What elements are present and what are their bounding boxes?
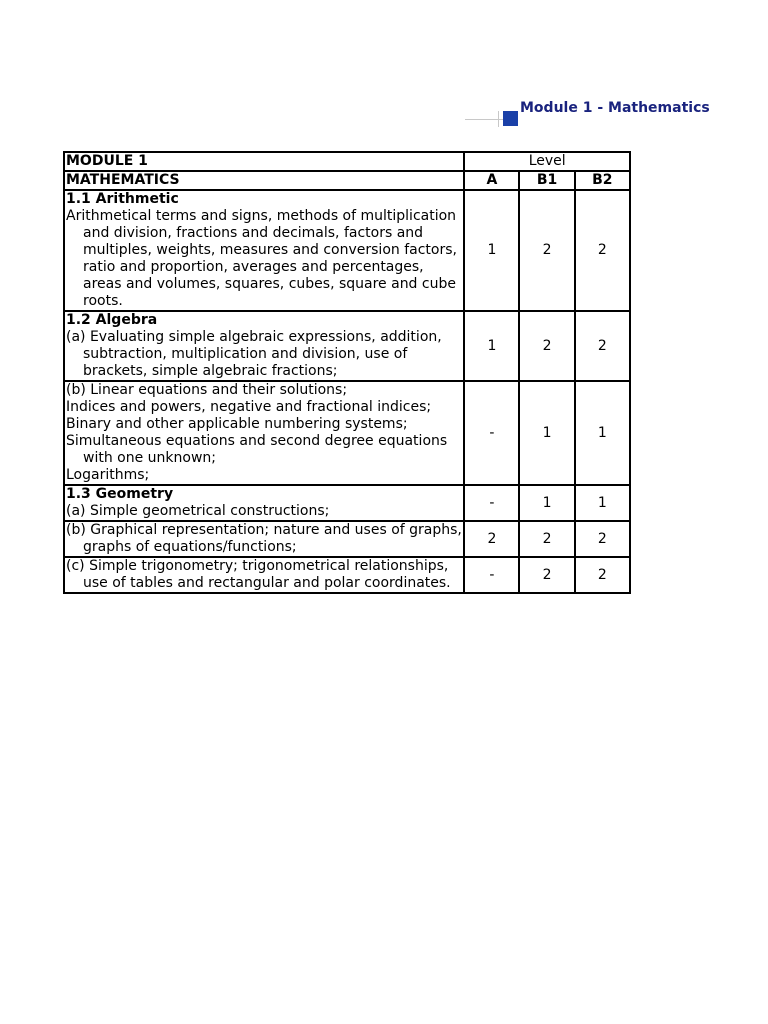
level-a-value: 1 <box>464 311 519 381</box>
table-row <box>64 485 630 521</box>
level-a-value: - <box>464 557 519 593</box>
topic-text: (b) Graphical representation; nature and uses of graphs, graphs of equations/functions; <box>66 522 462 555</box>
topic-text: Logarithms; <box>66 467 150 483</box>
topic-cell <box>64 311 464 381</box>
level-b2-value: 2 <box>575 190 630 311</box>
topic-text: Arithmetical terms and signs, methods of multiplication and division, fractions and decimals, factors and multiples, weights, measures and conversion factors, ratio and proportion, averages and percentages, areas and volumes, squares, cubes, square and cube roots. <box>66 208 457 309</box>
module-label-cell: MODULE 1 <box>64 152 464 171</box>
level-a-value: - <box>464 485 519 521</box>
topic-cell <box>64 190 464 311</box>
table-subheader-row <box>64 171 630 190</box>
topic-text: (c) Simple trigonometry; trigonometrical relationships, use of tables and rectangular and polar coordinates. <box>66 558 451 591</box>
level-b1-value: 2 <box>519 521 574 557</box>
page-header-title: Module 1 - Mathematics <box>520 100 710 116</box>
topic-text: (a) Evaluating simple algebraic expressions, addition, subtraction, multiplication and division, use of brackets, simple algebraic fractions; <box>66 329 442 379</box>
level-b2-value: 2 <box>575 311 630 381</box>
topic-cell <box>64 557 464 593</box>
syllabus-table <box>63 151 631 594</box>
level-b2-value: 1 <box>575 381 630 485</box>
table-header-row <box>64 152 630 171</box>
topic-text: Simultaneous equations and second degree equations with one unknown; <box>66 433 448 466</box>
header-rule <box>465 119 505 120</box>
section-heading: 1.1 Arithmetic <box>66 191 179 207</box>
level-a-value: 2 <box>464 521 519 557</box>
header-marker-square <box>503 111 518 126</box>
topic-text: (a) Simple geometrical constructions; <box>66 503 330 519</box>
topic-text: Binary and other applicable numbering systems; <box>66 416 408 432</box>
topic-cell <box>64 381 464 485</box>
level-a-value: 1 <box>464 190 519 311</box>
level-label-cell: Level <box>464 152 630 171</box>
table-row <box>64 521 630 557</box>
section-heading: 1.3 Geometry <box>66 486 174 502</box>
level-b2-value: 2 <box>575 521 630 557</box>
topic-cell <box>64 485 464 521</box>
table-row <box>64 311 630 381</box>
level-a-value: - <box>464 381 519 485</box>
level-b2-value: 2 <box>575 557 630 593</box>
table-row <box>64 381 630 485</box>
section-heading: 1.2 Algebra <box>66 312 158 328</box>
subject-label-cell: MATHEMATICS <box>64 171 464 190</box>
table-row <box>64 190 630 311</box>
topic-text: Indices and powers, negative and fractional indices; <box>66 399 432 415</box>
level-column-a: A <box>464 171 519 190</box>
level-b1-value: 1 <box>519 485 574 521</box>
level-b2-value: 1 <box>575 485 630 521</box>
level-b1-value: 1 <box>519 381 574 485</box>
level-b1-value: 2 <box>519 557 574 593</box>
topic-text: (b) Linear equations and their solutions; <box>66 382 348 398</box>
level-column-b2: B2 <box>575 171 630 190</box>
header-rule-tick <box>498 111 499 127</box>
table-row <box>64 557 630 593</box>
level-column-b1: B1 <box>519 171 574 190</box>
level-b1-value: 2 <box>519 311 574 381</box>
topic-cell <box>64 521 464 557</box>
level-b1-value: 2 <box>519 190 574 311</box>
